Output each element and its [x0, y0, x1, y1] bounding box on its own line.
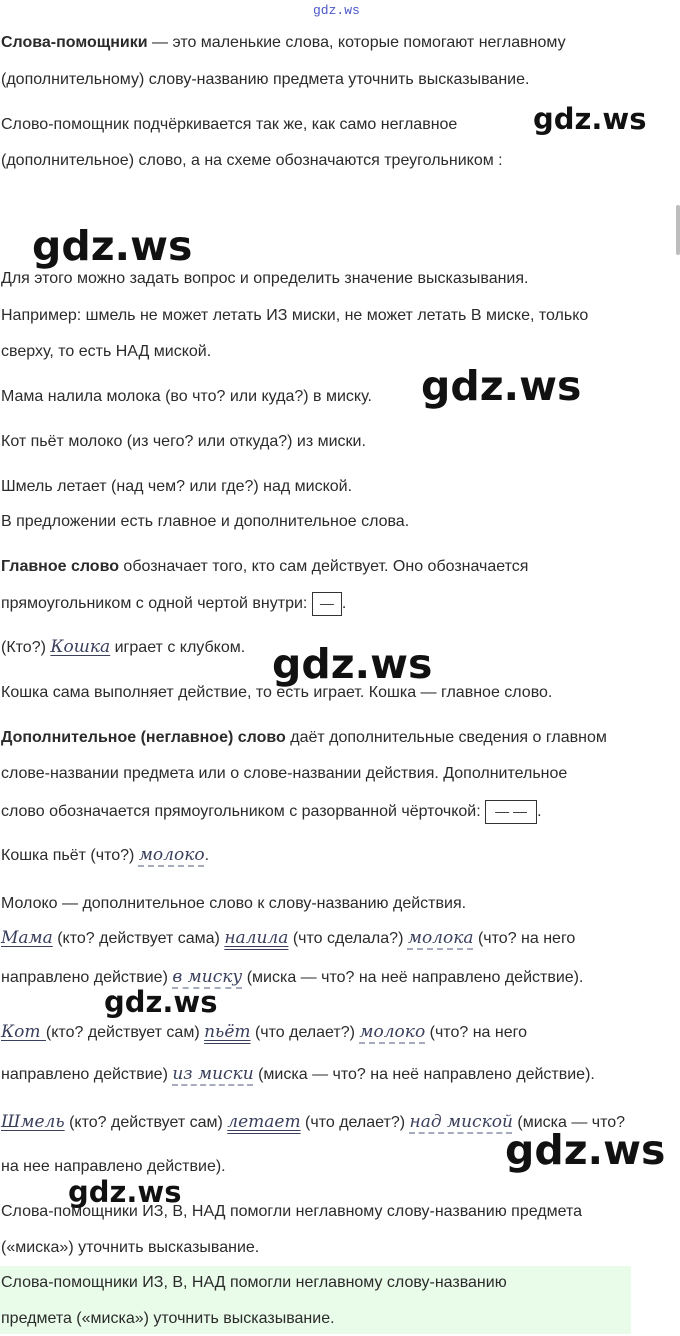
parsed-sentence: [1, 1064, 595, 1085]
text: (миска — что? на неё направлено действие).: [253, 1066, 595, 1083]
text: даёт дополнительные сведения о главном: [285, 729, 607, 746]
text: направлено действие): [1, 1066, 173, 1083]
text: (кто? действует сам): [45, 1024, 205, 1041]
extra-word-symbol: — —: [485, 800, 537, 824]
scrollbar-thumb[interactable]: [676, 205, 680, 255]
watermark: gdz.ws: [313, 3, 360, 18]
answer-line: предмета («миска») уточнить высказывание.: [1, 1310, 335, 1327]
text: (что делает?): [300, 1114, 410, 1131]
example-line: Мама налила молока (во что? или куда?) в миску.: [1, 388, 372, 405]
parsed-sentence: на нее направлено действие).: [1, 1158, 226, 1175]
parsed-sentence: [1, 928, 575, 949]
watermark: gdz.ws: [32, 222, 193, 270]
text: (что? на него: [425, 1024, 527, 1041]
handwritten-word: Кот: [1, 1022, 46, 1042]
watermark: gdz.ws: [421, 362, 582, 410]
definition-line: [1, 33, 566, 53]
text: играет с клубком.: [110, 639, 246, 656]
term: Дополнительное (неглавное) слово: [1, 729, 286, 746]
text: (кто? действует сама): [52, 930, 225, 947]
handwritten-word: молоко: [359, 1022, 426, 1042]
text: (что сделала?): [288, 930, 408, 947]
extra-word-definition: слове-названии предмета или о слове-названии действия. Дополнительное: [1, 765, 568, 782]
conclusion-line: Слова-помощники ИЗ, В, НАД помогли неглавному слову-названию предмета: [1, 1203, 583, 1220]
handwritten-word: пьёт: [204, 1022, 251, 1042]
text: слово обозначается прямоугольником с разорванной чёрточкой:: [1, 803, 486, 821]
text-line: Кошка сама выполняет действие, то есть играет. Кошка — главное слово.: [1, 684, 553, 701]
definition-line: (дополнительному) слову-названию предмета уточнить высказывание.: [1, 71, 530, 88]
parsed-sentence: [1, 1112, 625, 1133]
main-word-definition: [1, 592, 346, 616]
handwritten-word: из миски: [172, 1064, 254, 1084]
handwritten-word: летает: [227, 1112, 301, 1132]
example-line: В предложении есть главное и дополнительное слова.: [1, 513, 410, 530]
answer-line: Слова-помощники ИЗ, В, НАД помогли неглавному слову-названию: [1, 1274, 507, 1291]
handwritten-word: в миску: [172, 967, 243, 987]
watermark: gdz.ws: [272, 640, 433, 688]
watermark: gdz.ws: [68, 1175, 182, 1209]
text-line: сверху, то есть НАД миской.: [1, 343, 212, 360]
text: (что делает?): [250, 1024, 360, 1041]
text: направлено действие): [1, 969, 173, 986]
text: (кто? действует сам): [64, 1114, 228, 1131]
example-line: [1, 637, 245, 658]
term: Главное слово: [1, 558, 119, 575]
main-word-symbol: —: [312, 592, 342, 616]
parsed-sentence: [1, 967, 583, 988]
handwritten-word: Кошка: [50, 637, 111, 657]
text: (что? на него: [473, 930, 576, 947]
text: (миска — что?: [512, 1114, 626, 1131]
watermark: gdz.ws: [533, 102, 647, 136]
handwritten-word: Шмель: [1, 1112, 65, 1132]
handwritten-word: Мама: [1, 928, 53, 948]
text: — это маленькие слова, которые помогают неглавному: [147, 34, 566, 51]
extra-word-definition: [1, 728, 607, 748]
text: .: [341, 595, 347, 613]
example-line: [1, 845, 209, 866]
term: Слова-помощники: [1, 34, 148, 51]
example-line: Шмель летает (над чем? или где?) над миской.: [1, 478, 353, 495]
text: обозначает того, кто сам действует. Оно обозначается: [118, 558, 529, 575]
example-line: Кот пьёт молоко (из чего? или откуда?) из миски.: [1, 433, 366, 450]
text-line: Слово-помощник подчёркивается так же, как само неглавное: [1, 116, 458, 133]
conclusion-line: («миска») уточнить высказывание.: [1, 1239, 260, 1256]
text: (Кто?): [1, 639, 51, 656]
text: (миска — что? на неё направлено действие).: [242, 969, 584, 986]
watermark: gdz.ws: [104, 985, 218, 1019]
text-line: Для этого можно задать вопрос и определить значение высказывания.: [1, 270, 529, 287]
text-line: Молоко — дополнительное слово к слову-названию действия.: [1, 895, 467, 912]
text-line: Например: шмель не может летать ИЗ миски, не может летать В миске, только: [1, 307, 589, 324]
text: .: [204, 847, 210, 864]
extra-word-definition: [1, 800, 542, 824]
parsed-sentence: [1, 1022, 527, 1043]
handwritten-word: молока: [407, 928, 474, 948]
text: прямоугольником с одной чертой внутри:: [1, 595, 312, 613]
handwritten-word: молоко: [138, 845, 205, 865]
text: Кошка пьёт (что?): [1, 847, 139, 864]
watermark: gdz.ws: [505, 1126, 666, 1174]
text: .: [537, 803, 542, 821]
handwritten-word: налила: [224, 928, 289, 948]
handwritten-word: над миской: [409, 1112, 513, 1132]
text-line: (дополнительное) слово, а на схеме обозначаются треугольником :: [1, 152, 503, 169]
main-word-definition: [1, 557, 528, 577]
